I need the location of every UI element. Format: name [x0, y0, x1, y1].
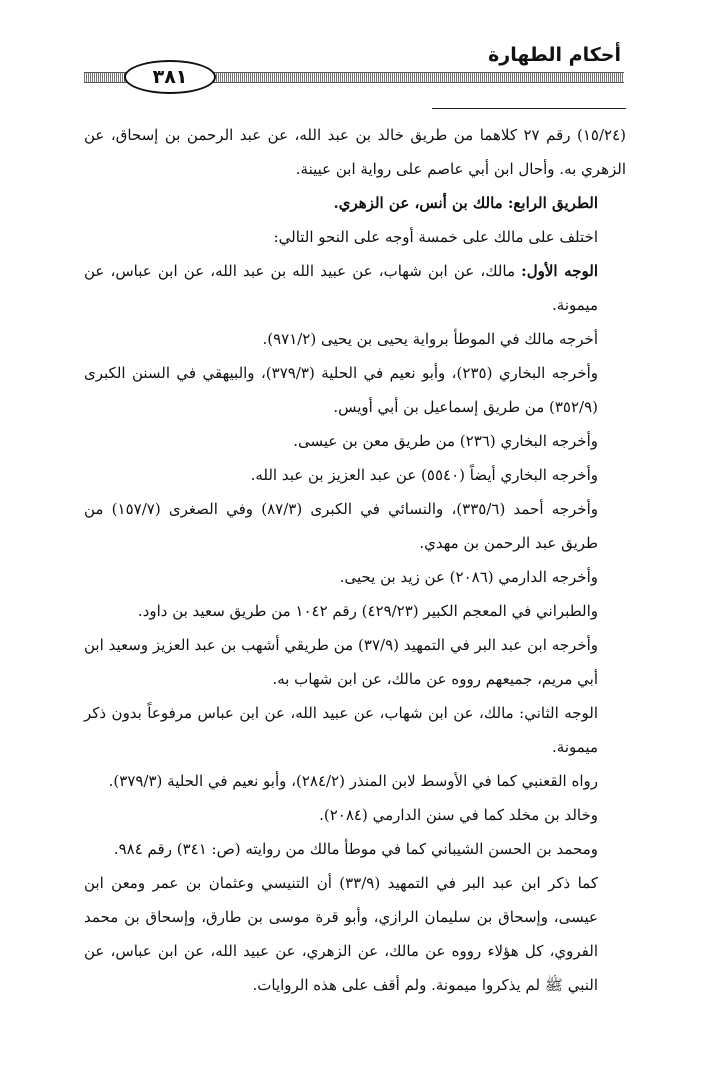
paragraph [84, 356, 626, 424]
paragraph-text: والطبراني في المعجم الكبير (٤٢٩/٢٣) رقم ١٠٤٢ من طريق سعيد بن داود. [137, 602, 598, 620]
paragraph [84, 458, 626, 492]
running-header-title: أحكام الطهارة [488, 44, 621, 66]
paragraph [84, 254, 626, 322]
paragraph-text: وخالد بن مخلد كما في سنن الدارمي (٢٠٨٤). [319, 806, 598, 824]
paragraph-text: اختلف على مالك على خمسة أوجه على النحو التالي: [273, 228, 598, 246]
paragraph-text: وأخرجه البخاري (٢٣٦) من طريق معن بن عيسى. [293, 432, 598, 450]
footnote-divider [432, 108, 626, 109]
paragraph-lead: الوجه الأول: [521, 262, 598, 280]
paragraph [84, 560, 626, 594]
paragraph-text: وأخرجه ابن عبد البر في التمهيد (٣٧/٩) من طريقي أشهب بن عبد العزيز وسعيد ابن أبي مريم، جميعهم رووه عن مالك، عن ابن شهاب به. [84, 636, 598, 688]
paragraph-text: وأخرجه البخاري أيضاً (٥٥٤٠) عن عبد العزيز بن عبد الله. [250, 466, 598, 484]
paragraph [84, 322, 626, 356]
paragraph-text: (١٥/٢٤) رقم ٢٧ كلاهما من طريق خالد بن عبد الله، عن عبد الرحمن بن إسحاق، عن الزهري به. وأحال ابن أبي عاصم على رواية ابن عيينة. [84, 126, 626, 178]
paragraph [84, 594, 626, 628]
paragraph-text: أخرجه مالك في الموطأ برواية يحيى بن يحيى (٩٧١/٢). [262, 330, 598, 348]
paragraph-text: ومحمد بن الحسن الشيباني كما في موطأ مالك من روايته (ص: ٣٤١) رقم ٩٨٤. [113, 840, 598, 858]
paragraph [84, 492, 626, 560]
paragraph-text: الوجه الثاني: مالك، عن ابن شهاب، عن عبيد الله، عن ابن عباس مرفوعاً بدون ذكر ميمونة. [84, 704, 598, 756]
paragraph [84, 696, 626, 764]
paragraph [84, 424, 626, 458]
section-heading [84, 186, 626, 220]
paragraph-text: وأخرجه الدارمي (٢٠٨٦) عن زيد بن يحيى. [339, 568, 598, 586]
paragraph-lead: الطريق الرابع: مالك بن أنس، عن الزهري. [333, 194, 598, 212]
paragraph-text: وأخرجه أحمد (٣٣٥/٦)، والنسائي في الكبرى (٨٧/٣) وفي الصغرى (١٥٧/٧) من طريق عبد الرحمن بن مهدي. [84, 500, 598, 552]
paragraph-text: وأخرجه البخاري (٢٣٥)، وأبو نعيم في الحلية (٣٧٩/٣)، والبيهقي في السنن الكبرى (٣٥٢/٩) من طريق إسماعيل بن أبي أويس. [84, 364, 598, 416]
paragraph-text: كما ذكر ابن عبد البر في التمهيد (٣٣/٩) أن التنيسي وعثمان بن عمر ومعن ابن عيسى، وإسحاق بن سليمان الرازي، وأبو قرة موسى بن طارق، وإسحاق بن محمد الفروي، كل هؤلاء رووه عن مالك، عن الزهري، عن عبيد الله، عن ابن عباس، عن النبي ﷺ لم يذكروا ميمونة. ولم أقف على هذه الروايات. [84, 874, 598, 994]
paragraph [84, 220, 626, 254]
paragraph [84, 118, 626, 186]
paragraph [84, 764, 626, 798]
page-body [84, 118, 626, 1002]
paragraph [84, 866, 626, 1002]
paragraph [84, 832, 626, 866]
paragraph-text: مالك، عن ابن شهاب، عن عبيد الله بن عبد الله، عن ابن عباس، عن ميمونة. [84, 262, 598, 314]
paragraph [84, 798, 626, 832]
paragraph [84, 628, 626, 696]
page-number: ٣٨١ [124, 60, 216, 94]
paragraph-text: رواه القعنبي كما في الأوسط لابن المنذر (٢٨٤/٢)، وأبو نعيم في الحلية (٣٧٩/٣). [108, 772, 598, 790]
